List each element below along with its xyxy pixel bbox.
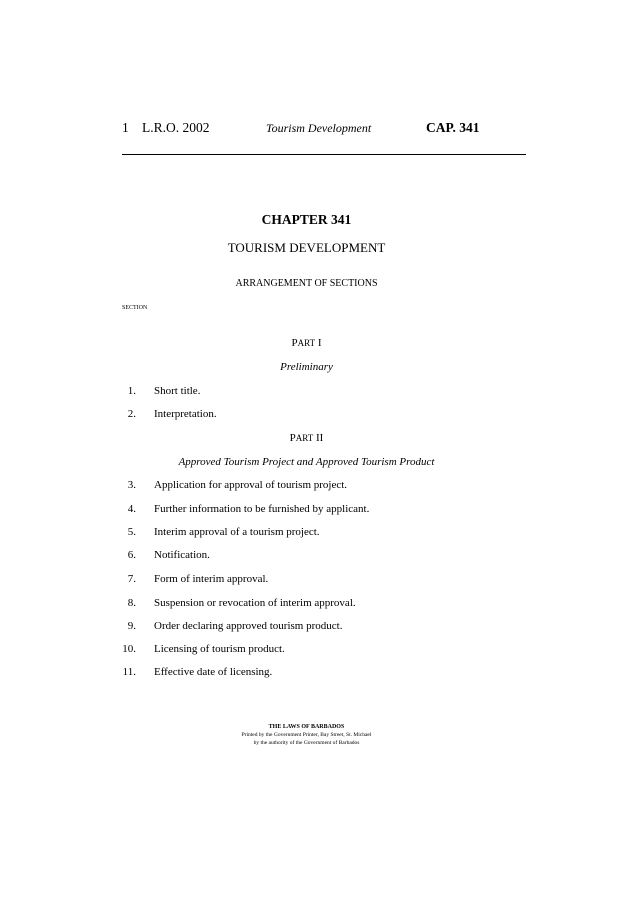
running-title: Tourism Development <box>266 121 372 135</box>
part-2-label: PART II <box>289 432 324 444</box>
page-number: 1 <box>122 120 129 135</box>
arrangement-heading: ARRANGEMENT OF SECTIONS <box>235 278 378 289</box>
part-1-label: PART I <box>291 337 322 349</box>
footer-printer: Printed by the Government Printer, Bay Street, St. Michael <box>241 732 372 738</box>
lro-label: L.R.O. 2002 <box>142 120 210 135</box>
section-column-label: SECTION <box>122 305 148 311</box>
part-2-heading: Approved Tourism Project and Approved Tourism Product <box>178 456 435 468</box>
cap-number: CAP. 341 <box>426 120 480 135</box>
header-rule <box>122 154 526 155</box>
part-1-heading: Preliminary <box>280 361 333 373</box>
chapter-heading: CHAPTER 341 <box>261 212 352 227</box>
footer-authority: by the authority of the Government of Barbados <box>253 740 360 746</box>
act-title: TOURISM DEVELOPMENT <box>227 240 386 255</box>
footer-title: THE LAWS OF BARBADOS <box>268 724 345 730</box>
